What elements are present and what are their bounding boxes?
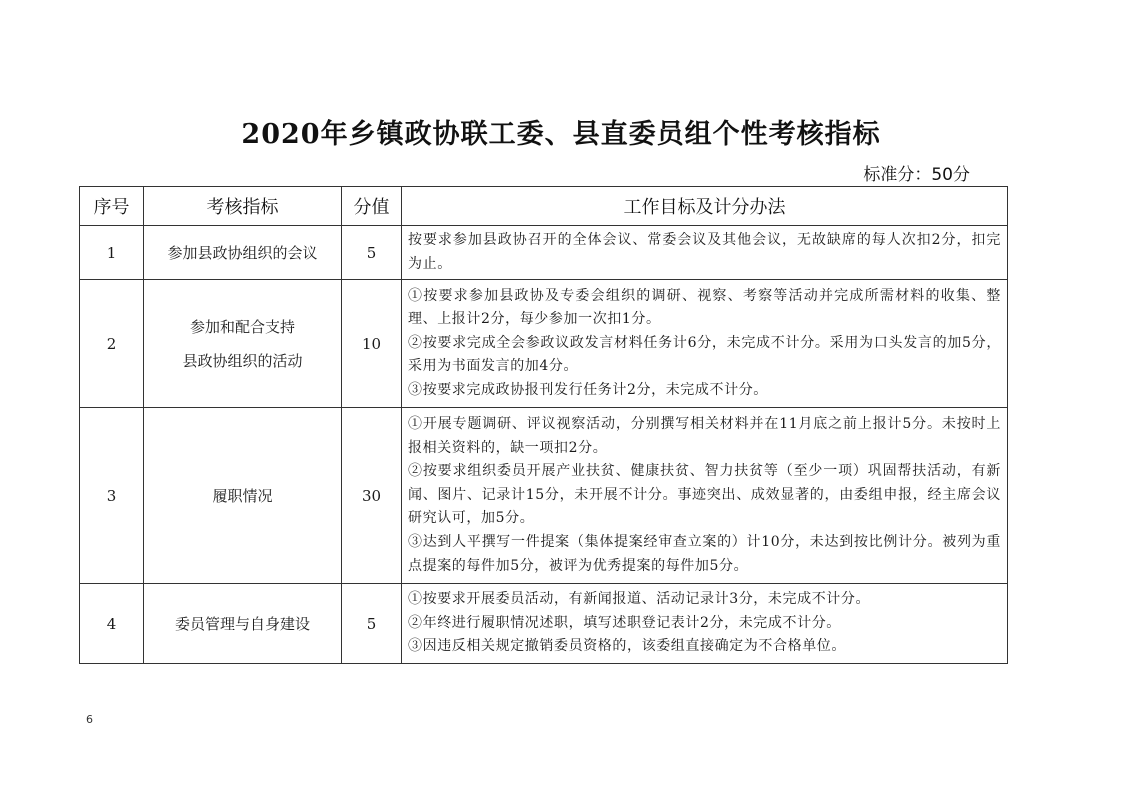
row-method [402, 584, 1008, 664]
row-indicator [144, 226, 342, 280]
indicator-line: 委员管理与自身建设 [174, 615, 310, 634]
table-header-row [80, 187, 1008, 226]
indicator-line: 履职情况 [212, 487, 273, 506]
method-item: ③因违反相关规定撤销委员资格的，该委组直接确定为不合格单位。 [408, 638, 846, 655]
row-indicator [144, 408, 342, 584]
row-no: 1 [80, 226, 144, 280]
row-score: 5 [342, 226, 402, 280]
standard-score: 标准分：50分 [863, 165, 970, 185]
header-indicator: 考核指标 [144, 187, 342, 226]
indicator-line: 县政协组织的活动 [182, 351, 303, 370]
method-item: 按要求参加县政协召开的全体会议、常委会议及其他会议，无故缺席的每人次扣2分，扣完为止。 [408, 232, 1001, 272]
row-no: 2 [80, 280, 144, 408]
row-score: 10 [342, 280, 402, 408]
table-row [80, 584, 1008, 664]
row-score: 5 [342, 584, 402, 664]
row-indicator [144, 584, 342, 664]
row-indicator [144, 280, 342, 408]
header-score: 分值 [342, 187, 402, 226]
table-row [80, 226, 1008, 280]
document-title: 2020年乡镇政协联工委、县直委员组个性考核指标 [241, 119, 881, 150]
header-no: 序号 [80, 187, 144, 226]
row-no: 3 [80, 408, 144, 584]
table-row [80, 280, 1008, 408]
table-row [80, 408, 1008, 584]
method-item: ③按要求完成政协报刊发行任务计2分，未完成不计分。 [408, 382, 768, 399]
method-item: ③达到人平撰写一件提案（集体提案经审查立案的）计10分，未达到按比例计分。被列为重点提案的每件加5分，被评为优秀提案的每件加5分。 [408, 534, 1001, 574]
row-method [402, 280, 1008, 408]
indicator-line: 参加县政协组织的会议 [167, 244, 318, 263]
row-no: 4 [80, 584, 144, 664]
assessment-table [79, 186, 1008, 664]
row-method [402, 226, 1008, 280]
method-item: ②按要求完成全会参政议政发言材料任务计6分，未完成不计分。采用为口头发言的加5分，采用为书面发言的加4分。 [408, 334, 1001, 375]
indicator-line: 参加和配合支持 [189, 317, 295, 336]
header-method: 工作目标及计分办法 [402, 187, 1008, 226]
method-item: ②年终进行履职情况述职，填写述职登记表计2分，未完成不计分。 [408, 614, 841, 631]
method-item: ①开展专题调研、评议视察活动，分别撰写相关材料并在11月底之前上报计5分。未按时上报相关资料的，缺一项扣2分。 [408, 416, 1001, 456]
method-item: ①按要求开展委员活动，有新闻报道、活动记录计3分，未完成不计分。 [408, 591, 871, 608]
page-number: 6 [86, 713, 93, 726]
method-item: ①按要求参加县政协及专委会组织的调研、视察、考察等活动并完成所需材料的收集、整理、上报计2分，每少参加一次扣1分。 [408, 287, 1001, 328]
row-score: 30 [342, 408, 402, 584]
method-item: ②按要求组织委员开展产业扶贫、健康扶贫、智力扶贫等（至少一项）巩固帮扶活动，有新闻、图片、记录计15分，未开展不计分。事迹突出、成效显著的，由委组申报，经主席会议研究认可，加5分。 [408, 463, 1001, 527]
row-method [402, 408, 1008, 584]
